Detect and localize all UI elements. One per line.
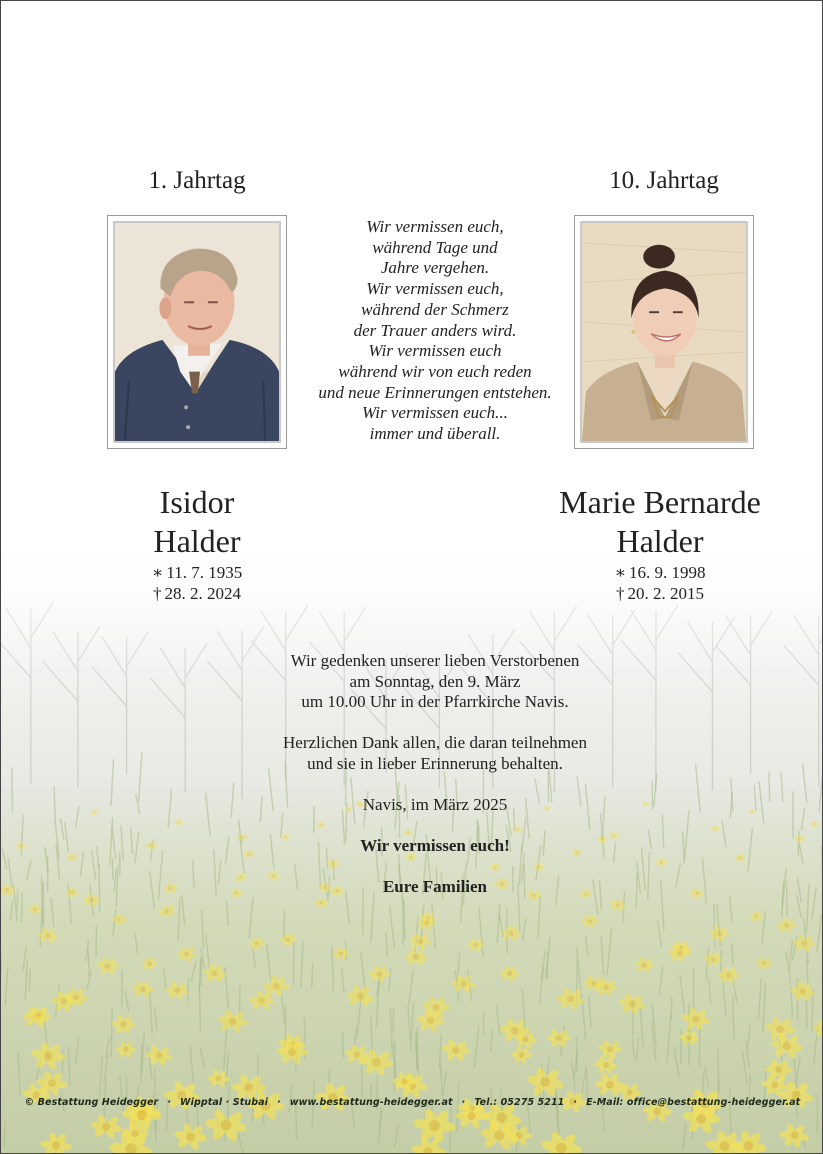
memorial-message xyxy=(212,651,658,897)
memorial-poem xyxy=(291,217,579,445)
portrait-frame-marie xyxy=(574,215,754,449)
funeral-home-footer xyxy=(1,1097,823,1108)
poem-line: Wir vermissen euch, xyxy=(366,217,504,236)
poem-line: und neue Erinnerungen entstehen. xyxy=(318,382,552,402)
poem-line: während der Schmerz xyxy=(361,299,509,319)
birth-star-icon: ∗ xyxy=(614,563,627,582)
poem-line: während wir von euch reden xyxy=(338,361,532,381)
first-name: Isidor xyxy=(159,484,235,520)
poem-line: Jahre vergehen. xyxy=(380,258,490,278)
portrait-photo-isidor xyxy=(115,223,279,441)
footer-website: www.bestattung-heidegger.at xyxy=(289,1097,453,1108)
right-anniversary-label: 10. Jahrtag xyxy=(609,167,719,194)
death-date-row xyxy=(560,584,760,605)
last-name: Halder xyxy=(616,523,704,559)
cross-icon: † xyxy=(616,583,625,603)
closing-line: Wir vermissen euch! xyxy=(360,835,510,855)
poem-line: Wir vermissen euch, xyxy=(366,279,504,299)
poem-line: der Trauer anders wird. xyxy=(353,320,517,340)
birth-date: 11. 7. 1935 xyxy=(166,563,243,582)
birth-star-icon: ∗ xyxy=(151,563,164,582)
place-date: Navis, im März 2025 xyxy=(362,794,508,814)
thanks-line: und sie in lieber Erinnerung behalten. xyxy=(307,753,563,773)
birth-date-row xyxy=(97,563,297,584)
thanks-line: Herzlichen Dank allen, die daran teilnehmen xyxy=(283,733,587,752)
service-line: Wir gedenken unserer lieben Verstorbenen xyxy=(290,651,580,670)
footer-email: E-Mail: office@bestattung-heidegger.at xyxy=(586,1097,801,1108)
footer-region: Wipptal · Stubai xyxy=(180,1097,269,1108)
deceased-name-right xyxy=(510,483,810,561)
footer-separator: · xyxy=(277,1097,281,1108)
footer-company: © Bestattung Heidegger xyxy=(24,1097,159,1108)
left-anniversary-label: 1. Jahrtag xyxy=(148,167,246,194)
poem-line: Wir vermissen euch... xyxy=(362,403,508,423)
death-date: 20. 2. 2015 xyxy=(627,583,704,603)
poem-line: Wir vermissen euch xyxy=(368,341,502,361)
birth-date: 16. 9. 1998 xyxy=(629,563,706,582)
cross-icon: † xyxy=(153,583,162,603)
portrait-frame-isidor xyxy=(107,215,287,449)
last-name: Halder xyxy=(153,523,241,559)
footer-separator: · xyxy=(461,1097,466,1108)
poem-line: während Tage und xyxy=(372,237,498,257)
footer-phone: Tel.: 05275 5211 xyxy=(474,1097,565,1108)
poem-line: immer und überall. xyxy=(369,424,501,444)
portrait-photo-marie xyxy=(582,223,746,441)
life-dates-left xyxy=(97,563,297,604)
footer-separator: · xyxy=(573,1097,578,1108)
death-date-row xyxy=(97,584,297,605)
service-line: um 10.00 Uhr in der Pfarrkirche Navis. xyxy=(301,692,569,711)
birth-date-row xyxy=(560,563,760,584)
death-date: 28. 2. 2024 xyxy=(164,583,241,603)
deceased-name-left xyxy=(47,483,347,561)
signature: Eure Familien xyxy=(382,876,488,896)
life-dates-right xyxy=(560,563,760,604)
first-name: Marie Bernarde xyxy=(559,484,761,520)
footer-separator: · xyxy=(167,1097,172,1108)
service-line: am Sonntag, den 9. März xyxy=(349,671,521,691)
